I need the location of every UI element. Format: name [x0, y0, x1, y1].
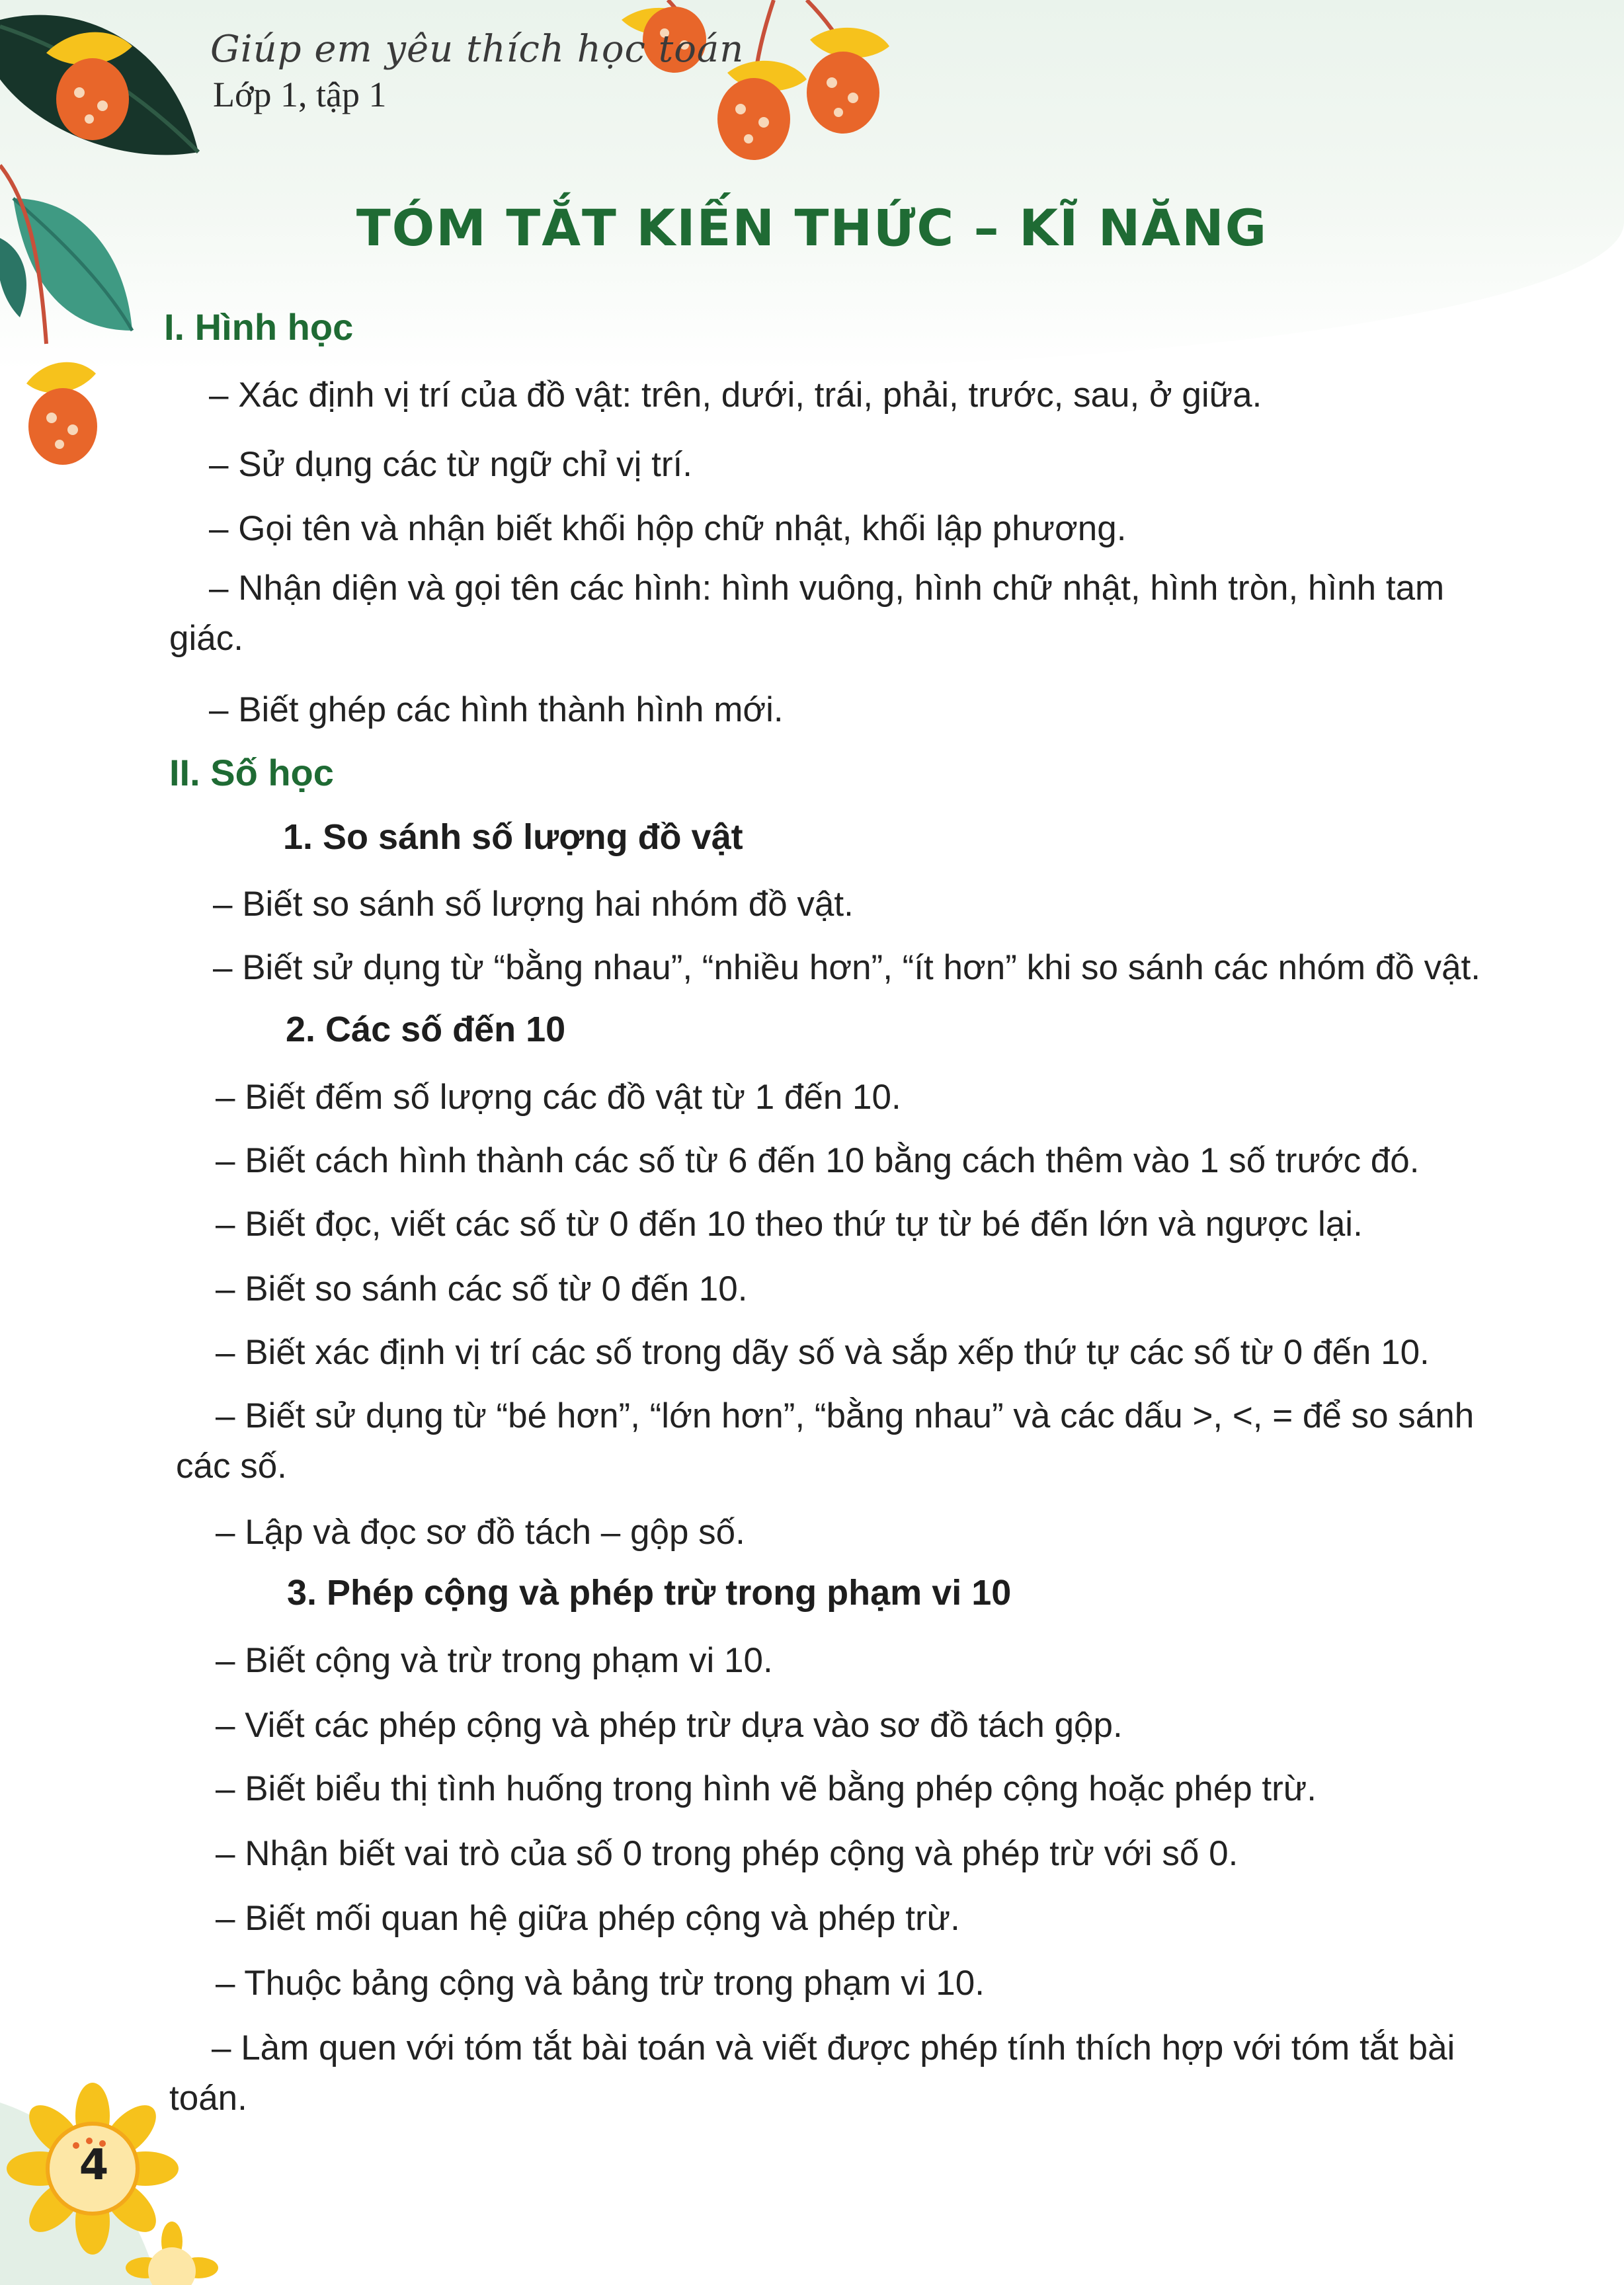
list-item: – Biết sử dụng từ “bằng nhau”, “nhiều hơn”, “ít hơn” khi so sánh các nhóm đồ vật.	[213, 948, 1481, 987]
list-item: – Biết ghép các hình thành hình mới.	[209, 690, 784, 729]
subheading-numbers-to-ten: 2. Các số đến 10	[286, 1010, 566, 1049]
page-number: 4	[79, 2141, 109, 2190]
list-item: – Biết đọc, viết các số từ 0 đến 10 theo thứ tự từ bé đến lớn và ngược lại.	[216, 1205, 1363, 1244]
list-item: – Lập và đọc sơ đồ tách – gộp số.	[216, 1513, 745, 1552]
subheading-compare-quantities: 1. So sánh số lượng đồ vật	[283, 817, 743, 857]
list-item: – Sử dụng các từ ngữ chỉ vị trí.	[209, 445, 692, 484]
list-item: – Nhận diện và gọi tên các hình: hình vuông, hình chữ nhật, hình tròn, hình tam giác.	[169, 569, 1445, 658]
list-item: – Biết đếm số lượng các đồ vật từ 1 đến 10.	[216, 1078, 901, 1117]
list-item: – Biết biểu thị tình huống trong hình vẽ bằng phép cộng hoặc phép trừ.	[216, 1769, 1317, 1808]
list-item: – Biết cộng và trừ trong phạm vi 10.	[216, 1641, 773, 1680]
list-item: – Biết cách hình thành các số từ 6 đến 10 bằng cách thêm vào 1 số trước đó.	[216, 1141, 1420, 1180]
list-item: – Thuộc bảng cộng và bảng trừ trong phạm vi 10.	[216, 1964, 985, 2003]
list-item: – Làm quen với tóm tắt bài toán và viết được phép tính thích hợp với tóm tắt bài toán.	[169, 2028, 1455, 2118]
fruit-icon	[26, 362, 97, 465]
grade-label: Lớp 1, tập 1	[213, 75, 387, 114]
list-item: – Gọi tên và nhận biết khối hộp chữ nhật, khối lập phương.	[209, 509, 1127, 548]
list-item: – Biết mối quan hệ giữa phép cộng và phép trừ.	[216, 1899, 960, 1938]
list-item: – Biết so sánh các số từ 0 đến 10.	[216, 1269, 748, 1308]
list-item: – Biết sử dụng từ “bé hơn”, “lớn hơn”, “bằng nhau” và các dấu >, <, = để so sánh các số.	[176, 1396, 1475, 1486]
subheading-add-subtract: 3. Phép cộng và phép trừ trong phạm vi 10	[287, 1573, 1012, 1613]
list-item: – Biết xác định vị trí các số trong dãy số và sắp xếp thứ tự các số từ 0 đến 10.	[216, 1333, 1430, 1372]
list-item: – Xác định vị trí của đồ vật: trên, dưới, trái, phải, trước, sau, ở giữa.	[209, 376, 1262, 415]
series-title: Giúp em yêu thích học toán	[210, 28, 745, 71]
section-heading-arithmetic: II. Số học	[169, 752, 334, 793]
fruit-icon	[807, 28, 889, 134]
list-item: – Biết so sánh số lượng hai nhóm đồ vật.	[213, 885, 854, 924]
fruit-icon	[717, 61, 807, 160]
section-heading-geometry: I. Hình học	[164, 306, 354, 348]
list-item: – Nhận biết vai trò của số 0 trong phép cộng và phép trừ với số 0.	[216, 1834, 1238, 1873]
list-item: – Viết các phép cộng và phép trừ dựa vào sơ đồ tách gộp.	[216, 1706, 1123, 1745]
page-title: TÓM TẮT KIẾN THỨC – KĨ NĂNG	[356, 198, 1268, 257]
